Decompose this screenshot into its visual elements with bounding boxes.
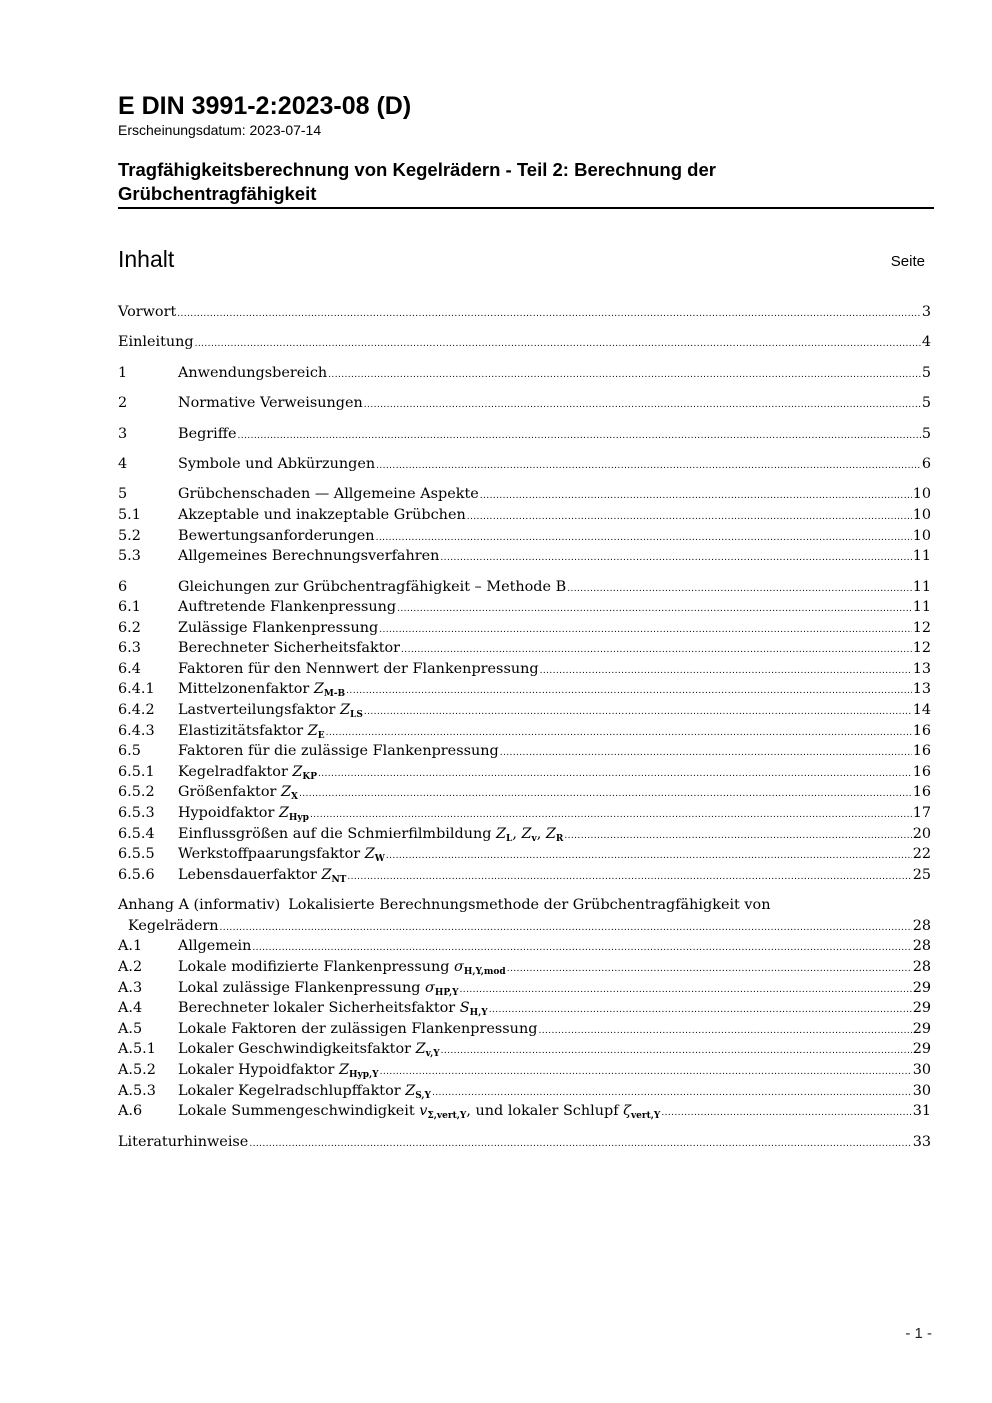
toc-title-text: Lokaler Hypoidfaktor xyxy=(178,1061,339,1078)
toc-page-number: 5 xyxy=(921,395,931,412)
toc-entry[interactable] xyxy=(118,1039,931,1060)
toc-title xyxy=(178,505,466,526)
symbol-subscript: W xyxy=(374,854,385,865)
toc-title xyxy=(178,741,499,762)
symbol: Z xyxy=(340,702,350,719)
toc-title-text: Symbole und Abkürzungen xyxy=(178,455,376,472)
toc-title-text: Gleichungen zur Grübchentragfähigkeit – Methode B xyxy=(178,578,567,595)
symbol-subscript: vert,Y xyxy=(630,1111,661,1122)
symbol: Z xyxy=(521,825,532,842)
symbol-subscript: H,Y xyxy=(469,1008,488,1019)
toc-number: 6.5.6 xyxy=(118,866,155,883)
toc-entry[interactable] xyxy=(118,332,931,353)
toc-leader-dots xyxy=(432,1081,912,1104)
toc-annex-entry[interactable] xyxy=(118,916,931,937)
symbol: Z xyxy=(415,1041,426,1058)
toc-title xyxy=(178,865,346,886)
toc-entry[interactable] xyxy=(118,659,931,680)
toc-entry[interactable] xyxy=(118,505,931,526)
symbol-subscript: LS xyxy=(350,710,363,721)
toc-leader-dots xyxy=(401,638,912,661)
toc-number: 6.3 xyxy=(118,640,141,657)
symbol-subscript: L xyxy=(506,833,513,844)
toc-number: 5.2 xyxy=(118,527,141,544)
toc-title xyxy=(178,721,325,742)
toc-title xyxy=(178,700,363,721)
toc-entry[interactable] xyxy=(118,1060,931,1081)
toc-page-number: 29 xyxy=(912,1000,931,1017)
toc-title-text: Lastverteilungsfaktor xyxy=(178,702,340,719)
toc-number: A.3 xyxy=(118,979,143,996)
toc-title-text: Lokal zulässige Flankenpressung xyxy=(178,979,426,996)
toc-leader-dots xyxy=(364,393,921,416)
toc-number: 3 xyxy=(118,425,128,442)
toc-entry[interactable] xyxy=(118,1101,931,1122)
toc-leader-dots xyxy=(661,1101,911,1124)
document-title-line-2: Grübchentragfähigkeit xyxy=(118,183,317,204)
toc-leader-dots xyxy=(195,332,921,355)
toc-leader-dots xyxy=(500,741,912,764)
toc-leader-dots xyxy=(380,1060,912,1083)
toc-leader-dots xyxy=(379,618,911,641)
symbol-subscript: KP xyxy=(302,771,318,782)
toc-number: 5.3 xyxy=(118,548,141,565)
symbol: Z xyxy=(292,763,303,780)
toc-entry[interactable] xyxy=(118,597,931,618)
toc-title-text: Lokale modifizierte Flankenpressung xyxy=(178,959,455,975)
toc-leader-dots xyxy=(376,526,912,549)
toc-title-text: Faktoren für den Nennwert der Flankenpressung xyxy=(178,660,539,677)
toc-title xyxy=(178,363,327,384)
toc-entry[interactable] xyxy=(118,844,931,865)
toc-title-text: Zulässige Flankenpressung xyxy=(178,619,379,636)
toc-title-text: Literaturhinweise xyxy=(118,1133,249,1150)
toc-title-text: Grübchenschaden — Allgemeine Aspekte xyxy=(178,486,479,503)
toc-title-text: Auftretende Flankenpressung xyxy=(178,599,397,616)
toc-leader-dots xyxy=(364,700,912,723)
toc-entry[interactable] xyxy=(118,1132,931,1153)
toc-title-text: Berechneter Sicherheitsfaktor xyxy=(178,640,401,657)
toc-title: Einflussgrößen auf die Schmierfilmbildung $Z_L$, $Z_v$, $Z_R$ xyxy=(178,825,564,844)
symbol: Z xyxy=(280,784,291,801)
toc-entry[interactable] xyxy=(118,393,931,414)
toc-number: 6.5.5 xyxy=(118,846,155,863)
toc-entry[interactable] xyxy=(118,782,931,803)
toc-annex-title-line-2: Kegelrädern xyxy=(128,917,219,934)
toc-number: 6.5.3 xyxy=(118,805,155,822)
toc-entry[interactable] xyxy=(118,865,931,886)
toc-page-number: 11 xyxy=(912,578,931,595)
toc-leader-dots xyxy=(460,978,912,1001)
toc-page-number: 11 xyxy=(912,548,931,565)
toc-number: 6.4.1 xyxy=(118,681,155,698)
toc-page-number: 10 xyxy=(912,506,931,523)
toc-page-number: 20 xyxy=(912,825,931,842)
toc-title-text: Lokaler Kegelradschlupffaktor xyxy=(178,1082,406,1099)
toc-page-number: 30 xyxy=(912,1061,931,1078)
toc-title xyxy=(178,577,566,598)
toc-title xyxy=(178,998,488,1019)
document-title xyxy=(118,158,934,209)
toc-leader-dots xyxy=(249,1132,911,1155)
toc-number: 4 xyxy=(118,455,128,472)
toc-page-number: 16 xyxy=(912,784,931,801)
toc-page-number: 16 xyxy=(912,722,931,739)
toc-entry[interactable] xyxy=(118,957,931,978)
toc-title xyxy=(178,762,317,783)
toc-page-number: 14 xyxy=(912,702,931,719)
toc-number: A.6 xyxy=(118,1103,143,1120)
toc-page-label: Seite xyxy=(890,253,925,270)
toc-entry[interactable] xyxy=(118,424,931,445)
toc-page-number: 10 xyxy=(912,486,931,503)
toc-page-number: 17 xyxy=(912,805,931,822)
toc-annex-title-line-1: Lokalisierte Berechnungsmethode der Grübchentragfähigkeit von xyxy=(288,897,771,914)
toc-page-number: 16 xyxy=(912,763,931,780)
toc-title-text: Kegelradfaktor xyxy=(178,763,293,780)
toc-title xyxy=(118,302,176,323)
toc-number: A.5.2 xyxy=(118,1061,156,1078)
toc-page-number: 28 xyxy=(912,938,931,955)
toc-title xyxy=(118,332,194,353)
toc-title-text: Bewertungsanforderungen xyxy=(178,527,375,544)
toc-page-number: 30 xyxy=(912,1082,931,1099)
toc-entry[interactable] xyxy=(118,638,931,659)
toc-leader-dots xyxy=(386,844,912,867)
toc-title xyxy=(178,393,363,414)
toc-number: A.4 xyxy=(118,1000,143,1017)
symbol: S xyxy=(459,1000,470,1017)
toc-leader-dots xyxy=(540,659,912,682)
toc-leader-dots xyxy=(299,782,912,805)
toc-annex-label: Anhang A (informativ) xyxy=(118,897,281,914)
toc-title xyxy=(178,454,375,475)
symbol: σ xyxy=(454,959,464,975)
symbol: Z xyxy=(339,1061,349,1078)
document-id: E DIN 3991-2:2023-08 (D) xyxy=(118,92,412,120)
toc-number: 6.2 xyxy=(118,619,141,636)
toc-title xyxy=(178,546,439,567)
toc-number: 5 xyxy=(118,486,128,503)
toc-page-number: 12 xyxy=(912,619,931,636)
toc-title-text: Einleitung xyxy=(118,334,194,351)
toc-number: 1 xyxy=(118,364,128,381)
toc-title-text: Werkstoffpaarungsfaktor xyxy=(178,846,365,863)
toc-title xyxy=(178,526,375,547)
toc-leader-dots xyxy=(538,1019,911,1042)
toc-page-number: 5 xyxy=(921,425,931,442)
symbol-subscript: S,Y xyxy=(415,1090,431,1101)
toc-entry[interactable] xyxy=(118,721,931,742)
symbol-subscript: H,Y,mod xyxy=(463,967,506,977)
toc-leader-dots xyxy=(467,505,912,528)
toc-entry[interactable] xyxy=(118,618,931,639)
symbol: σ xyxy=(425,979,435,996)
toc-number: A.1 xyxy=(118,938,143,955)
toc-number: A.5.3 xyxy=(118,1082,156,1099)
toc-title-text: Lokaler Geschwindigkeitsfaktor xyxy=(178,1041,416,1058)
toc-number: A.5.1 xyxy=(118,1041,156,1058)
toc-title xyxy=(118,1132,248,1153)
symbol-subscript: HP,Y xyxy=(434,987,459,998)
toc-page-number: 29 xyxy=(912,979,931,996)
toc-number: 6.5.2 xyxy=(118,784,155,801)
toc-number: 6.4 xyxy=(118,660,141,677)
toc-title xyxy=(178,957,506,978)
toc-page-number: 12 xyxy=(912,640,931,657)
toc-title-text: Vorwort xyxy=(118,304,177,320)
toc-leader-dots xyxy=(346,679,912,702)
symbol-subscript: Hyp,Y xyxy=(349,1069,379,1080)
toc-number: 5.1 xyxy=(118,506,141,523)
toc-entry[interactable] xyxy=(118,700,931,721)
symbol: Z xyxy=(313,681,324,698)
toc-entry[interactable] xyxy=(118,936,931,957)
symbol-subscript: E xyxy=(317,730,325,741)
toc-page-number: 11 xyxy=(912,599,931,616)
symbol: v xyxy=(419,1103,428,1120)
toc-page-number: 16 xyxy=(912,743,931,760)
toc-number: 6.5.4 xyxy=(118,825,155,842)
toc-page-number: 6 xyxy=(921,455,931,472)
toc-title-text: Normative Verweisungen xyxy=(178,395,363,412)
toc-leader-dots xyxy=(507,957,912,980)
toc-title-text: Akzeptable und inakzeptable Grübchen xyxy=(178,506,466,523)
toc-leader-dots xyxy=(489,998,912,1021)
toc-page-number: 25 xyxy=(912,866,931,883)
toc-entry[interactable] xyxy=(118,526,931,547)
toc-title-text: Anwendungsbereich xyxy=(178,364,328,381)
toc-leader-dots xyxy=(252,936,911,959)
toc-entry[interactable] xyxy=(118,803,931,824)
toc-entry[interactable] xyxy=(118,577,931,598)
toc-annex-heading[interactable] xyxy=(118,895,931,916)
toc-title xyxy=(178,424,237,445)
symbol: Z xyxy=(545,825,556,842)
toc-title-text: Berechneter lokaler Sicherheitsfaktor xyxy=(178,1000,460,1017)
toc-number: A.5 xyxy=(118,1020,143,1037)
toc-page-number: 13 xyxy=(912,681,931,698)
toc-number: 6.5.1 xyxy=(118,763,155,780)
toc-page-number: 10 xyxy=(912,527,931,544)
toc-entry[interactable] xyxy=(118,363,931,384)
symbol: ζ xyxy=(623,1103,631,1120)
toc-title-text: Lebensdauerfaktor xyxy=(178,866,322,883)
toc-title-text: Größenfaktor xyxy=(178,784,281,801)
toc-title xyxy=(178,618,378,639)
toc-page-number: 29 xyxy=(912,1020,931,1037)
toc-leader-dots xyxy=(397,597,912,620)
symbol: Z xyxy=(496,825,507,842)
toc-leader-dots xyxy=(567,577,912,600)
toc-title xyxy=(178,659,539,680)
toc-entry[interactable] xyxy=(118,546,931,567)
toc-leader-dots xyxy=(318,762,912,785)
table-of-contents xyxy=(118,302,931,1152)
toc-number: 6.4.3 xyxy=(118,722,155,739)
toc-entry[interactable] xyxy=(118,302,931,323)
publication-date: Erscheinungsdatum: 2023-07-14 xyxy=(118,122,322,138)
symbol-subscript: v xyxy=(531,833,537,844)
toc-title-text: Lokale Summengeschwindigkeit xyxy=(178,1103,420,1120)
toc-page-number: 5 xyxy=(921,364,931,381)
document-title-line-1: Tragfähigkeitsberechnung von Kegelrädern - Teil 2: Berechnung der xyxy=(118,159,716,180)
toc-number: 6.4.2 xyxy=(118,702,155,719)
toc-title-text: Einflussgrößen auf die Schmierfilmbildung xyxy=(178,825,497,842)
toc-title xyxy=(178,978,459,999)
toc-number: A.2 xyxy=(118,959,143,975)
toc-number: 6 xyxy=(118,578,128,595)
toc-entry[interactable] xyxy=(118,762,931,783)
toc-page-number: 22 xyxy=(912,846,931,863)
toc-number: 2 xyxy=(118,395,128,412)
toc-page-number: 29 xyxy=(912,1041,931,1058)
toc-title xyxy=(178,1060,379,1081)
symbol: Z xyxy=(307,722,318,739)
symbol-subscript: Hyp xyxy=(288,813,309,824)
toc-entry[interactable] xyxy=(118,998,931,1019)
toc-leader-dots xyxy=(177,302,921,325)
page-number: - 1 - xyxy=(905,1325,932,1342)
symbol: Z xyxy=(321,866,332,883)
toc-page-number: 4 xyxy=(921,334,931,351)
toc-title xyxy=(178,638,400,659)
toc-title xyxy=(178,936,251,957)
toc-leader-dots xyxy=(328,363,921,386)
toc-title-text: Elastizitätsfaktor xyxy=(178,722,308,739)
toc-entry[interactable] xyxy=(118,978,931,999)
toc-number: 6.5 xyxy=(118,743,141,760)
toc-title xyxy=(178,484,479,505)
toc-leader-dots xyxy=(376,454,921,477)
toc-title-text: Faktoren für die zulässige Flankenpressung xyxy=(178,743,499,760)
symbol-subscript: M-B xyxy=(323,689,346,700)
toc-title xyxy=(178,679,345,700)
toc-title-text: Lokale Faktoren der zulässigen Flankenpressung xyxy=(178,1020,538,1037)
symbol: Z xyxy=(405,1082,416,1099)
toc-title: Lokale Summengeschwindigkeit $v_{\Sigma,vert,Y}$, und lokaler Schlupf $\zeta_{vert,Y}$ xyxy=(178,1103,661,1122)
toc-page-number: 31 xyxy=(912,1103,931,1120)
toc-leader-dots xyxy=(347,865,911,888)
toc-leader-dots xyxy=(326,721,912,744)
toc-leader-dots xyxy=(310,803,912,826)
toc-leader-dots xyxy=(441,1039,912,1062)
toc-leader-dots xyxy=(440,546,911,569)
symbol: Z xyxy=(278,805,289,822)
toc-heading: Inhalt xyxy=(118,246,175,272)
symbol-subscript: Σ,vert,Y xyxy=(427,1111,467,1122)
toc-title-text: Hypoidfaktor xyxy=(178,805,279,822)
toc-title-text: Begriffe xyxy=(178,425,237,442)
toc-title xyxy=(178,597,396,618)
toc-page-number: 28 xyxy=(912,959,931,975)
toc-title-text: Allgemein xyxy=(178,938,252,955)
toc-leader-dots xyxy=(238,424,921,447)
toc-entry[interactable] xyxy=(118,1081,931,1102)
toc-title xyxy=(178,1019,537,1040)
toc-page-number: 33 xyxy=(912,1133,931,1150)
symbol-subscript: R xyxy=(555,833,564,844)
toc-title xyxy=(178,782,298,803)
toc-page-number: 3 xyxy=(921,304,931,320)
toc-entry[interactable] xyxy=(118,1019,931,1040)
toc-page-number: 28 xyxy=(912,917,931,934)
toc-title xyxy=(178,844,385,865)
toc-title xyxy=(178,1039,440,1060)
toc-number: 6.1 xyxy=(118,599,141,616)
toc-entry[interactable] xyxy=(118,741,931,762)
symbol-subscript: NT xyxy=(331,874,347,885)
toc-title-text: Allgemeines Berechnungsverfahren xyxy=(178,548,440,565)
toc-leader-dots xyxy=(480,484,912,507)
symbol: Z xyxy=(364,846,375,863)
toc-title-text: Mittelzonenfaktor xyxy=(178,681,314,698)
symbol-subscript: X xyxy=(290,792,298,803)
toc-entry[interactable] xyxy=(118,679,931,700)
toc-leader-dots xyxy=(564,824,911,847)
toc-title xyxy=(178,1081,431,1102)
toc-page-number: 13 xyxy=(912,660,931,677)
symbol-subscript: v,Y xyxy=(425,1049,440,1060)
toc-entry[interactable] xyxy=(118,454,931,475)
toc-title xyxy=(178,803,309,824)
toc-entry[interactable] xyxy=(118,484,931,505)
toc-entry[interactable] xyxy=(118,824,931,845)
toc-leader-dots xyxy=(220,916,912,939)
